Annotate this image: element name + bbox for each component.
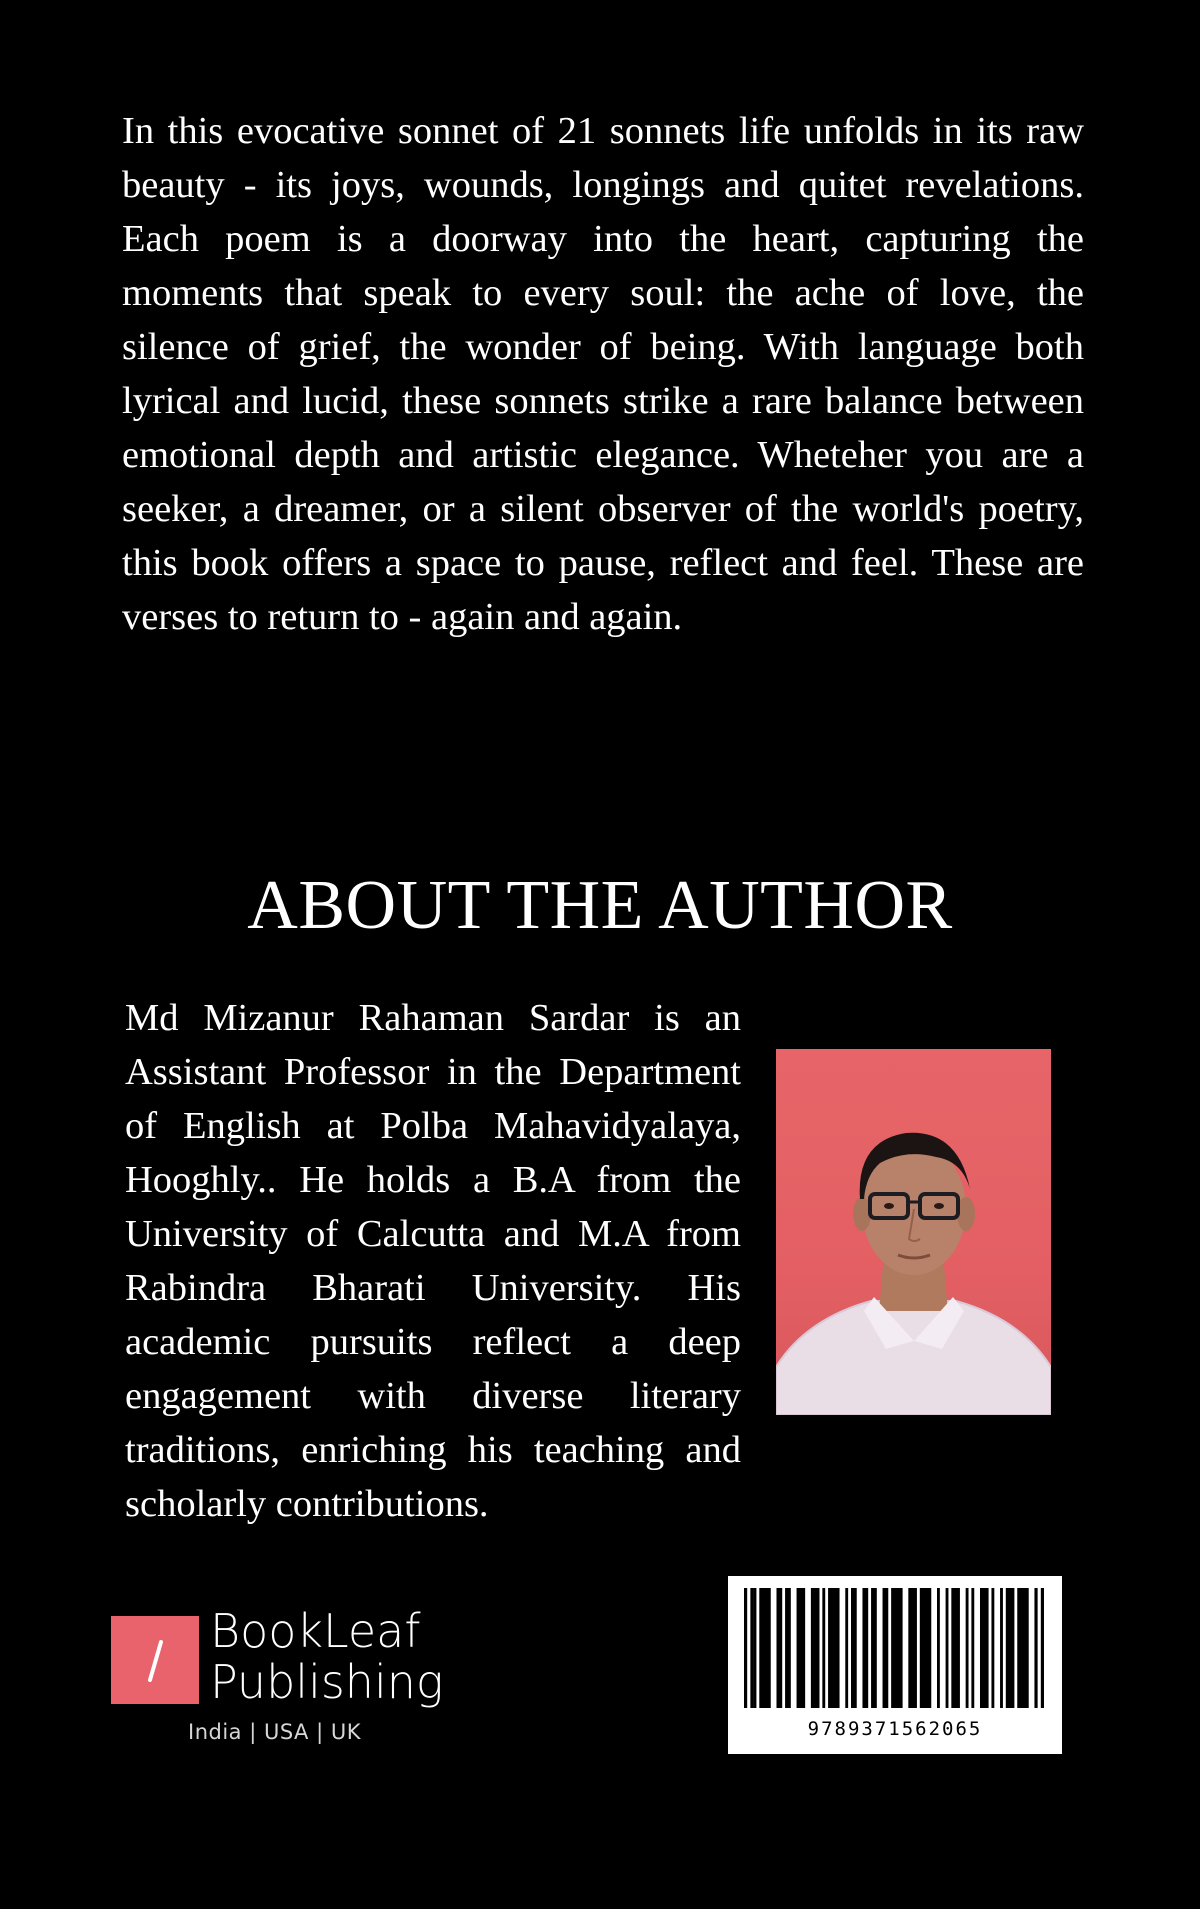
publisher-name-line2: Publishing <box>210 1655 444 1709</box>
barcode-bar <box>1034 1588 1037 1708</box>
barcode-bar <box>951 1588 960 1708</box>
barcode-bar <box>785 1588 791 1708</box>
barcode-bar <box>811 1588 820 1708</box>
barcode-bar <box>759 1588 770 1708</box>
author-photo <box>776 1049 1051 1415</box>
barcode-bar <box>937 1588 940 1708</box>
barcode-bar <box>908 1588 917 1708</box>
barcode-bar <box>750 1588 753 1708</box>
bookleaf-logo-mark <box>111 1616 199 1704</box>
isbn-number: 9789371562065 <box>807 1718 983 1740</box>
barcode-bar <box>862 1588 868 1708</box>
barcode-bar <box>991 1588 994 1708</box>
barcode-bar <box>822 1588 825 1708</box>
barcode-bar <box>1041 1588 1044 1708</box>
barcode-bar <box>891 1588 902 1708</box>
barcode-bar <box>871 1588 877 1708</box>
publisher-name-line1: BookLeaf <box>210 1604 421 1658</box>
barcode-bar <box>980 1588 989 1708</box>
barcode-bar <box>966 1588 969 1708</box>
back-cover-blurb: In this evocative sonnet of 21 sonnets life unfolds in its raw beauty - its joys, wounds, longings and quitet revelations. Each poem is a doorway into the heart, capturing the moments that speak to every soul: the ache of love, the silence of grief, the wonder of being. With language both lyrical and lucid, these sonnets strike a rare balance between emotional depth and artistic elegance. Wheteher you are a seeker, a dreamer, or a silent observer of the world's poetry, this book offers a space to pause, reflect and feel. These are verses to return to - again and again. <box>122 110 1084 638</box>
barcode-bar <box>1017 1588 1028 1708</box>
publisher-regions: India | USA | UK <box>188 1720 361 1744</box>
barcode-bar <box>828 1588 839 1708</box>
barcode-bar <box>946 1588 949 1708</box>
barcode-bar <box>883 1588 889 1708</box>
barcode-bar <box>1006 1588 1015 1708</box>
publisher-name <box>210 1606 444 1708</box>
barcode-bar <box>754 1588 757 1708</box>
barcode-bar <box>744 1588 747 1708</box>
about-author-heading: ABOUT THE AUTHOR <box>247 867 953 944</box>
isbn-barcode <box>728 1576 1062 1754</box>
author-bio: Md Mizanur Rahaman Sardar is an Assistant Professor in the Department of English at Polba Mahavidyalaya, Hooghly.. He holds a B.A from the University of Calcutta and M.A from Rabindra Bharati University. His academic pursuits reflect a deep engagement with diverse literary traditions, enriching his teaching and scholarly contributions. <box>125 997 741 1525</box>
barcode-bar <box>797 1588 806 1708</box>
barcode-bars <box>744 1588 1044 1708</box>
barcode-bar <box>920 1588 931 1708</box>
barcode-bar <box>1000 1588 1003 1708</box>
barcode-bar <box>776 1588 782 1708</box>
barcode-bar <box>845 1588 848 1708</box>
barcode-bar <box>971 1588 974 1708</box>
barcode-bar <box>851 1588 857 1708</box>
